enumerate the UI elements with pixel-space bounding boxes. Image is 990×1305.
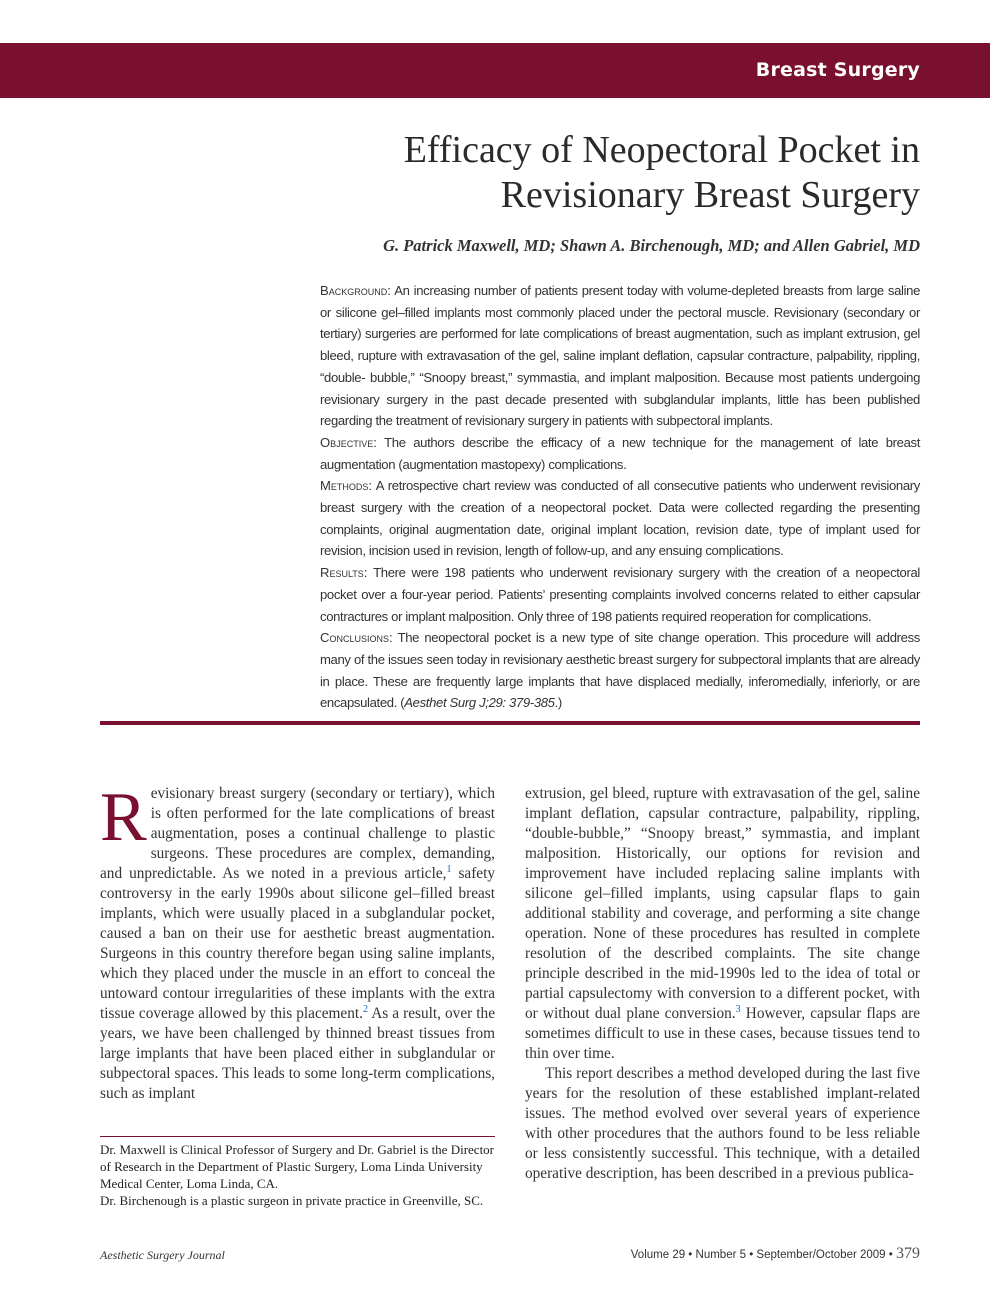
intro-text-3: As a result, over the years, we have been challenged by thinned breast tissues from large implants that have been placed either in subglandular or subpectoral spaces. This leads to some long-term complications, such as implant xyxy=(100,1005,495,1102)
affiliation-2: Dr. Birchenough is a plastic surgeon in private practice in Greenville, SC. xyxy=(100,1193,484,1208)
abstract xyxy=(320,280,920,714)
article-title xyxy=(200,128,920,218)
footnote-divider xyxy=(100,1136,495,1137)
results-label: Results: xyxy=(320,565,368,581)
abstract-results xyxy=(320,562,920,627)
section-banner xyxy=(0,43,990,98)
methods-text: A retrospective chart review was conducted of all consecutive patients who underwent revisionary breast surgery with the creation of a neopectoral pocket. Data were collected regarding the presenting complaints, original augmentation date, original implant location, revision date, type of implant used for revision, incision used in revision, length of follow-up, and any ensuing complications. xyxy=(320,478,920,559)
abstract-methods xyxy=(320,475,920,562)
title-line-2: Revisionary Breast Surgery xyxy=(500,174,920,216)
drop-cap: R xyxy=(100,779,147,856)
background-label: Background: xyxy=(320,283,391,298)
intro-text-2: safety controversy in the early 1990s about silicone gel–filled breast implants, which were usually placed in a subglandular pocket, caused a ban on their use for aesthetic breast augmentation. Surgeons in this country therefore began using saline implants, which they placed under the muscle in an effort to conceal the untoward contour irregularities of these implants with the extra tissue coverage allowed by this placement. xyxy=(100,865,495,1022)
abstract-divider xyxy=(100,721,920,725)
abstract-conclusions xyxy=(320,627,920,714)
intro-text: evisionary breast surgery (secondary or tertiary), which is often performed for the late complications of breast augmentation, poses a continual challenge to plastic surgeons. These procedures are complex, demanding, and unpredictable. As we noted in a previous article, xyxy=(100,785,495,882)
continued-text: extrusion, gel bleed, rupture with extravasation of the gel, saline implant deflation, capsular contracture, palpability, rippling, “double-bubble,” “Snoopy breast,” symmastia, and implant malposition. Historically, our options for revision and improvement have included replacing saline implants with silicone gel–filled implants, using capsular flaps to gain additional stability and coverage, and performing a site change operation. None of these procedures has resulted in complete resolution of the described complaints. The site change principle described in the mid-1990s led to the idea of total or partial capsulectomy with conversion to a different pocket, with or without dual plane conversion. xyxy=(525,785,920,1022)
methods-label: Methods: xyxy=(320,478,373,494)
body-column-left xyxy=(100,779,495,1104)
citation: Aesthet Surg J;29: 379-385 xyxy=(404,695,555,711)
reference-link-2[interactable]: 2 xyxy=(362,1003,368,1015)
author-affiliations xyxy=(100,1141,495,1209)
body-column-right xyxy=(525,784,920,1184)
abstract-objective xyxy=(320,432,920,475)
journal-name: Aesthetic Surgery Journal xyxy=(100,1248,225,1262)
page-number: 379 xyxy=(896,1245,920,1262)
objective-text: The authors describe the efficacy of a new technique for the management of late breast augmentation (augmentation mastopexy) complications. xyxy=(320,434,920,472)
conclusions-text: The neopectoral pocket is a new type of site change operation. This procedure will address many of the issues seen today in revisionary aesthetic breast surgery for subpectoral implants that are already in place. These are frequently large implants that have displaced medially, inferomedially, inferiorly, or are encapsulated. ( xyxy=(320,630,920,711)
issue-info xyxy=(631,1245,920,1263)
reference-link-1[interactable]: 1 xyxy=(446,863,452,875)
continued-text-2: However, capsular flaps are sometimes difficult to use in these cases, because tissues tend to thin over time. xyxy=(525,1005,920,1062)
body-paragraph-2: This report describes a method developed during the last five years for the resolution of these established implant-related issues. The method evolved over several years of experience with other procedures that the authors found to be less reliable or less consistently successful. This technique, with a detailed operative description, has been described in a previous publica- xyxy=(525,1065,920,1182)
affiliation-1: Dr. Maxwell is Clinical Professor of Surgery and Dr. Gabriel is the Director of Research in the Department of Plastic Surgery, Loma Linda University Medical Center, Loma Linda, CA. xyxy=(100,1142,495,1191)
intro-paragraph xyxy=(100,779,495,1104)
results-text: There were 198 patients who underwent revisionary surgery with the creation of a neopectoral pocket over a four-year period. Patients’ presenting complaints involved concerns related to either capsular contractures or implant malposition. Only three of 198 patients required reoperation for complications. xyxy=(320,565,920,624)
objective-label: Objective: xyxy=(320,434,377,450)
reference-link-3[interactable]: 3 xyxy=(735,1003,741,1015)
body-paragraph-continued xyxy=(525,784,920,1064)
abstract-background xyxy=(320,280,920,432)
section-label: Breast Surgery xyxy=(755,59,920,81)
citation-end: .) xyxy=(554,695,562,711)
background-text: An increasing number of patients present today with volume-depleted breasts from large saline or silicone gel–filled implants most commonly placed under the pectoral muscle. Revisionary (secondary or tertiary) surgeries are performed for late complications of breast augmentation, such as implant extrusion, gel bleed, rupture with extravasation of the gel, saline implant deflation, capsular contracture, palpability, rippling, “double- bubble,” “Snoopy breast,” symmastia, and implant malposition. Because most patients undergoing revisionary surgery in the past decade presented with subglandular implants, little has been published regarding the treatment of revisionary surgery in patients with subpectoral implants. xyxy=(320,283,920,429)
author-list: G. Patrick Maxwell, MD; Shawn A. Birchenough, MD; and Allen Gabriel, MD xyxy=(383,236,920,255)
conclusions-label: Conclusions: xyxy=(320,630,393,646)
issue-text: Volume 29 • Number 5 • September/October 2009 • xyxy=(630,1249,893,1261)
title-line-1: Efficacy of Neopectoral Pocket in xyxy=(403,129,920,171)
